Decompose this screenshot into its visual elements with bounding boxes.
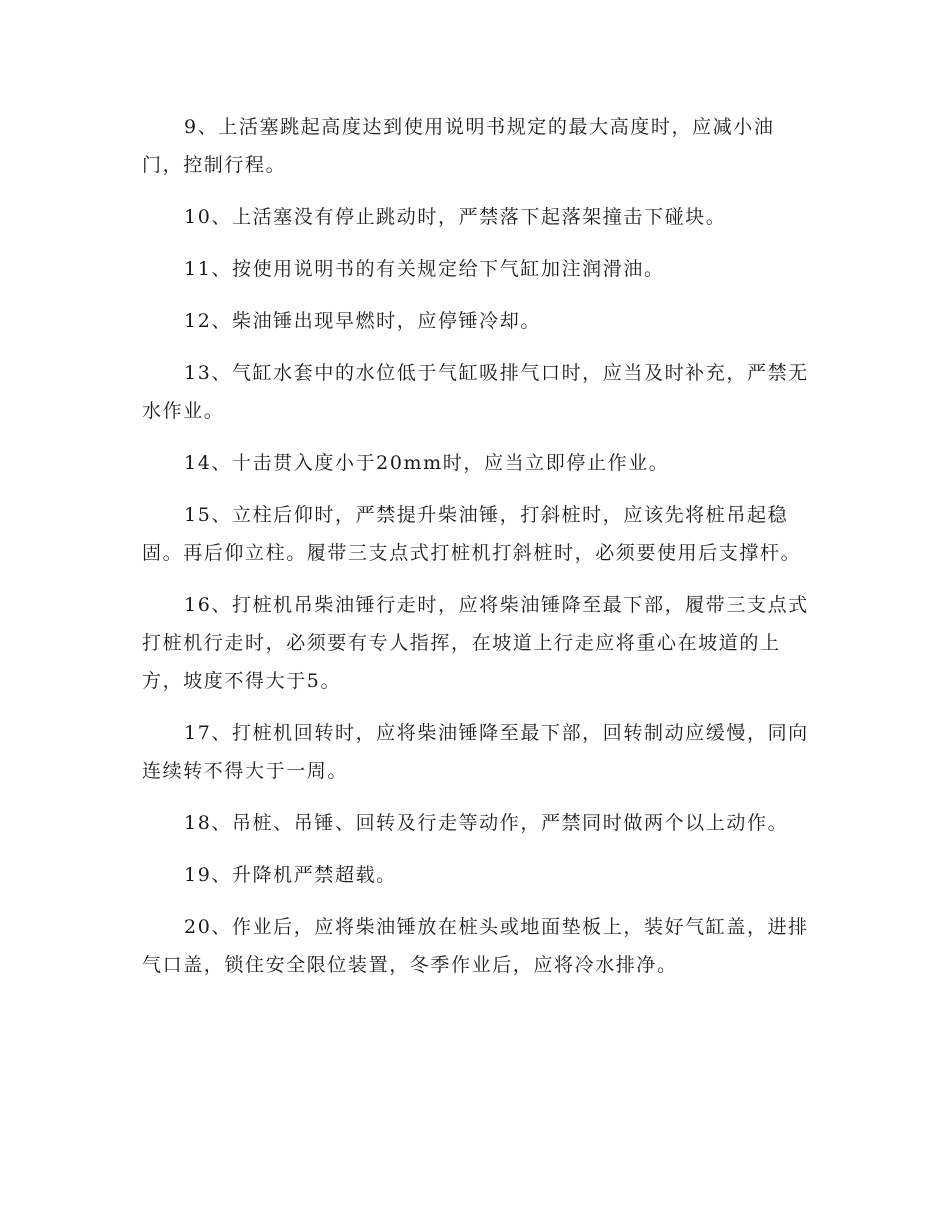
rule-paragraph-10: 10、上活塞没有停止跳动时，严禁落下起落架撞击下碰块。 [184,206,727,228]
rule-paragraph-14: 14、十击贯入度小于20mm时，应当立即停止作业。 [184,452,670,474]
rule-paragraph-12: 12、柴油锤出现早燃时，应停锤冷却。 [184,310,541,332]
rule-paragraph-15: 15、立柱后仰时，严禁提升柴油锤，打斜桩时，应该先将桩吊起稳固。再后仰立柱。履带三支点式打桩机打斜桩时，必须要使用后支撑杆。 [142,504,802,564]
rule-paragraph-17: 17、打桩机回转时，应将柴油锤降至最下部，回转制动应缓慢，同向连续转不得大于一周。 [142,722,809,782]
rule-paragraph-18: 18、吊桩、吊锤、回转及行走等动作，严禁同时做两个以上动作。 [184,812,789,834]
rule-paragraph-19: 19、升降机严禁超载。 [184,864,397,886]
rule-paragraph-9: 9、上活塞跳起高度达到使用说明书规定的最大高度时，应减小油门，控制行程。 [142,116,775,176]
rule-paragraph-11: 11、按使用说明书的有关规定给下气缸加注润滑油。 [184,258,665,280]
rule-paragraph-16: 16、打桩机吊柴油锤行走时，应将柴油锤降至最下部，履带三支点式打桩机行走时，必须要有专人指挥，在坡道上行走应将重心在坡道的上方，坡度不得大于5。 [142,594,809,692]
rule-paragraph-20: 20、作业后，应将柴油锤放在桩头或地面垫板上，装好气缸盖，进排气口盖，锁住安全限位装置，冬季作业后，应将冷水排净。 [142,916,809,976]
document-page [142,108,810,998]
rule-paragraph-13: 13、气缸水套中的水位低于气缸吸排气口时，应当及时补充，严禁无水作业。 [142,362,809,422]
